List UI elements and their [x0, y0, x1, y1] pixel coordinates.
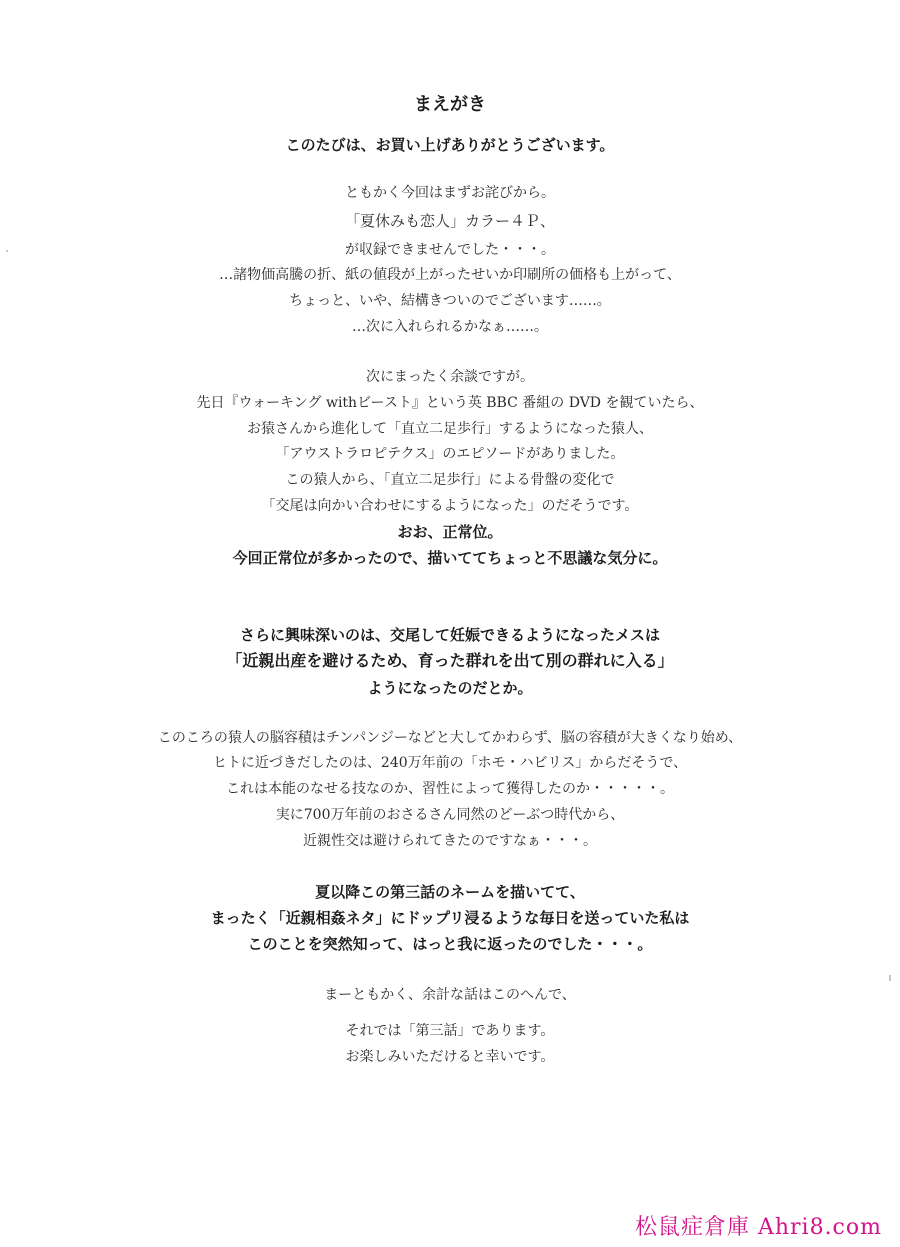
para2-line-2: 先日『ウォーキング withビースト』という英 BBC 番組の DVD を観ていたら、	[196, 395, 704, 411]
para7-line-2: お楽しみいただけると幸いです。	[345, 1049, 555, 1065]
para2-bold-line-1: おお、正常位。	[397, 523, 503, 541]
para7-line-1: それでは「第三話」であります。	[345, 1023, 555, 1039]
para3-line-2: 「近親出産を避けるため、育った群れを出て別の群れに入る」	[226, 651, 674, 670]
para4-line-2: ヒトに近づきだしたのは、240万年前の「ホモ・ハビリス」からだそうで、	[212, 755, 688, 771]
para5-line-2: まったく「近親相姦ネタ」にドップリ浸るような毎日を送っていた私は	[210, 909, 690, 927]
page-title: まえがき	[414, 94, 486, 115]
para3-line-3: ようになったのだとか。	[367, 679, 533, 697]
site-watermark: 松鼠症倉庫 Ahri8.com	[634, 1215, 882, 1240]
para2-line-4: 「アウストラロピテクス」のエピソードがありました。	[275, 446, 625, 462]
para5-line-3: このことを突然知って、はっと我に返ったのでした・・・。	[247, 935, 653, 953]
para2-line-3: お猿さんから進化して「直立二足歩行」するようになった猿人、	[247, 421, 653, 437]
para2-bold-line-2: 今回正常位が多かったので、描いててちょっと不思議な気分に。	[232, 549, 668, 567]
para6-line-1: まーともかく、余計な話はこのへんで、	[324, 987, 576, 1003]
para1-line-5: ちょっと、いや、結構きついのでございます……。	[289, 293, 611, 309]
para4-line-3: これは本能のなせる技なのか、習性によって獲得したのか・・・・・。	[226, 781, 674, 797]
para1-line-6: …次に入れられるかなぁ……。	[352, 319, 548, 335]
para5-line-1: 夏以降この第三話のネームを描いてて、	[315, 883, 585, 901]
para4-line-1: このころの猿人の脳容積はチンパンジーなどと大してかわらず、脳の容積が大きくなり始め、	[157, 730, 743, 746]
para1-line-2: 「夏休みも恋人」カラー４Ｐ、	[344, 212, 555, 230]
para1-line-4: …諸物価高騰の折、紙の値段が上がったせいか印刷所の価格も上がって、	[219, 267, 681, 283]
greeting-line: このたびは、お買い上げありがとうございます。	[285, 136, 615, 154]
para3-line-1: さらに興味深いのは、交尾して妊娠できるようになったメスは	[239, 626, 660, 644]
para2-line-5: この猿人から、「直立二足歩行」による骨盤の変化で	[285, 472, 615, 488]
scan-mark-right	[889, 975, 891, 981]
para2-line-6: 「交尾は向かい合わせにするようになった」のだそうです。	[261, 498, 639, 514]
para2-line-1: 次にまったく余談ですが。	[366, 369, 534, 385]
para4-line-5: 近親性交は避けられてきたのですなぁ・・・。	[303, 833, 597, 849]
para4-line-4: 実に700万年前のおさるさん同然のどーぶつ時代から、	[275, 807, 625, 823]
para1-line-1: ともかく今回はまずお詫びから。	[345, 185, 555, 201]
para1-line-3: が収録できませんでした・・・。	[345, 242, 555, 258]
